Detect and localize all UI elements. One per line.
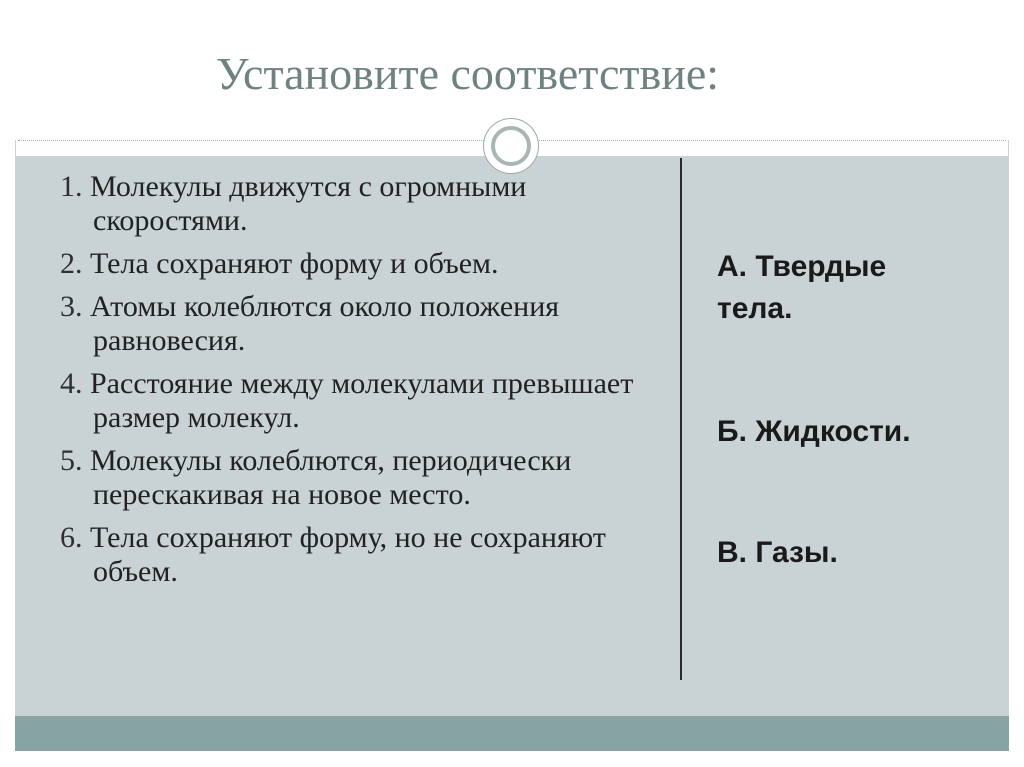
statement-list <box>60 170 660 598</box>
statement-item <box>60 521 660 589</box>
statement-item <box>60 444 660 512</box>
statement-text: Молекулы колеблются, периодически перескакивая на новое место. <box>90 444 572 511</box>
statement-item <box>60 290 660 358</box>
statement-text: Молекулы движутся с огромными скоростями. <box>90 170 527 237</box>
column-divider <box>680 158 682 680</box>
ring-icon <box>483 118 539 174</box>
state-option-solid: А. Твердые тела. <box>717 250 887 325</box>
statement-text: Тела сохраняют форму, но не сохраняют объем. <box>90 521 606 588</box>
statement-number: 1. <box>60 170 83 203</box>
statement-number: 4. <box>60 367 83 400</box>
statement-number: 2. <box>60 247 83 280</box>
state-option-liquid: Б. Жидкости. <box>717 415 911 448</box>
statement-number: 5. <box>60 444 83 477</box>
statement-text: Расстояние между молекулами превышает размер молекул. <box>90 367 634 434</box>
statement-text: Атомы колеблются около положения равновесия. <box>90 290 560 357</box>
bottom-bar <box>15 716 1009 751</box>
statement-number: 3. <box>60 290 83 323</box>
statement-item <box>60 367 660 435</box>
state-option-gas: В. Газы. <box>717 536 838 569</box>
statement-number: 6. <box>60 521 83 554</box>
statement-text: Тела сохраняют форму и объем. <box>90 247 499 280</box>
statement-item <box>60 247 660 281</box>
statement-item <box>60 170 660 238</box>
slide-title: Установите соответствие: <box>216 48 720 99</box>
